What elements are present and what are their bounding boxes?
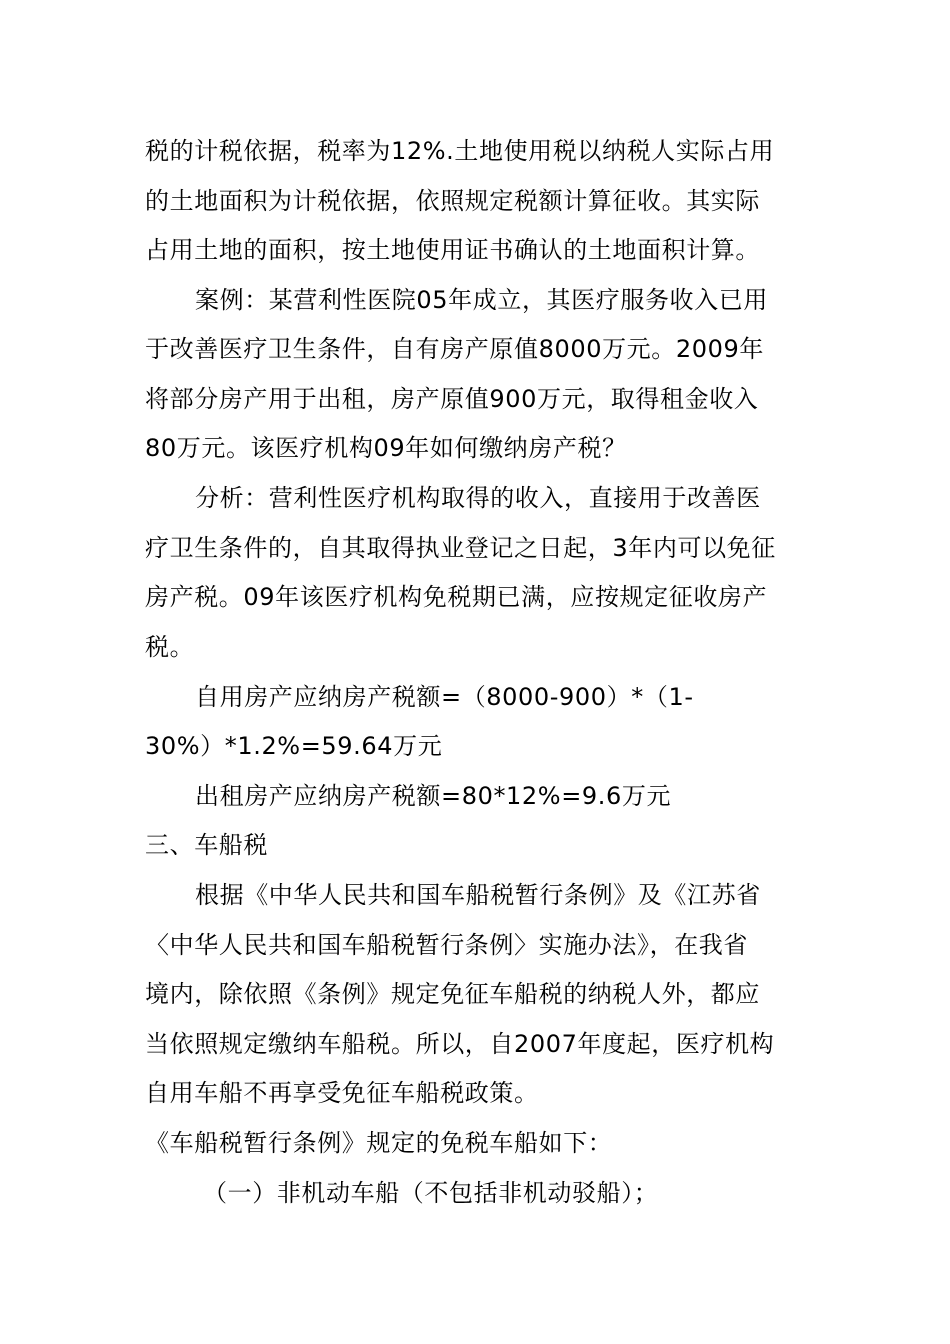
paragraph-line: 《车船税暂行条例》规定的免税车船如下： xyxy=(145,1129,613,1157)
paragraph-line: 疗卫生条件的，自其取得执业登记之日起，3年内可以免征 xyxy=(145,534,776,562)
paragraph-line: 占用土地的面积，按土地使用证书确认的土地面积计算。 xyxy=(145,236,760,264)
paragraph-line: 当依照规定缴纳车船税。所以，自2007年度起，医疗机构 xyxy=(145,1030,775,1058)
paragraph-line: 税。 xyxy=(145,633,195,661)
paragraph-line: 分析：营利性医疗机构取得的收入，直接用于改善医 xyxy=(195,484,761,512)
formula-line: 自用房产应纳房产税额=（8000-900）*（1- xyxy=(195,683,694,711)
paragraph-line: 将部分房产用于出租，房产原值900万元，取得租金收入 xyxy=(145,385,759,413)
paragraph-line: 的土地面积为计税依据，依照规定税额计算征收。其实际 xyxy=(145,187,760,215)
paragraph-line: 于改善医疗卫生条件，自有房产原值8000万元。2009年 xyxy=(145,335,764,363)
list-item: （一）非机动车船（不包括非机动驳船）； xyxy=(203,1179,659,1207)
paragraph-line: 案例：某营利性医院05年成立，其医疗服务收入已用 xyxy=(195,286,768,314)
paragraph-line: 自用车船不再享受免征车船税政策。 xyxy=(145,1079,539,1107)
paragraph-line: 房产税。09年该医疗机构免税期已满，应按规定征收房产 xyxy=(145,583,768,611)
formula-line: 30%）*1.2%=59.64万元 xyxy=(145,732,443,760)
formula-line: 出租房产应纳房产税额=80*12%=9.6万元 xyxy=(195,782,672,810)
paragraph-line: 境内，除依照《条例》规定免征车船税的纳税人外，都应 xyxy=(145,980,760,1008)
paragraph-line: 80万元。该医疗机构09年如何缴纳房产税？ xyxy=(145,434,627,462)
paragraph-line: 税的计税依据，税率为12%.土地使用税以纳税人实际占用 xyxy=(145,137,775,165)
section-heading: 三、车船税 xyxy=(145,831,268,859)
paragraph-line: 〈中华人民共和国车船税暂行条例〉实施办法》，在我省 xyxy=(145,931,748,959)
paragraph-line: 根据《中华人民共和国车船税暂行条例》及《江苏省 xyxy=(195,881,761,909)
